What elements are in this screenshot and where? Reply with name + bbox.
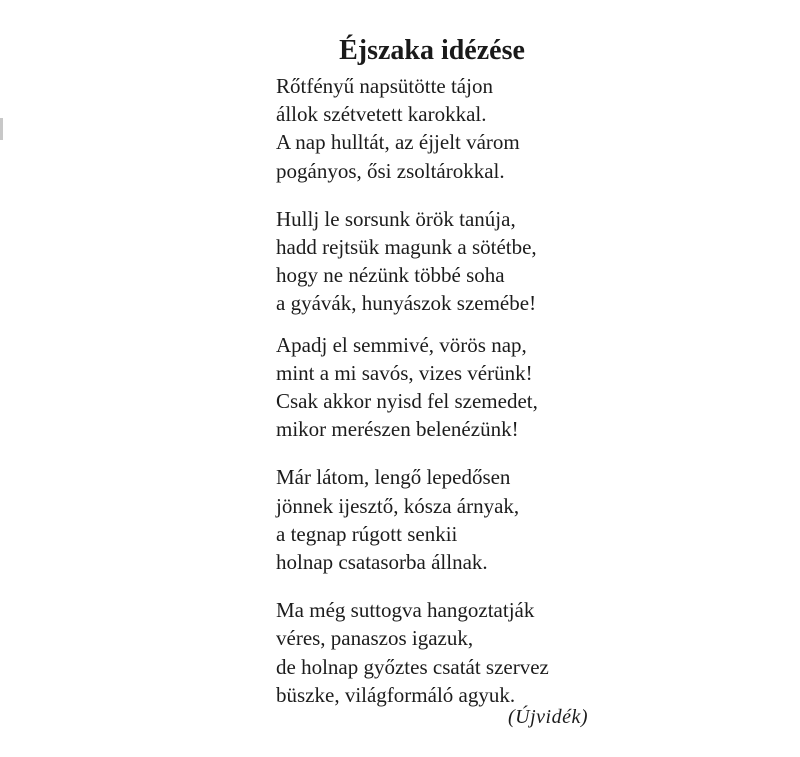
poem-line: Rőtfényű napsütötte tájon bbox=[276, 74, 493, 98]
scan-margin-mark bbox=[0, 118, 3, 140]
poem-title: Éjszaka idézése bbox=[339, 34, 525, 66]
poem-line: Ma még suttogva hangoztatják bbox=[276, 598, 535, 623]
poem-line: büszke, világformáló agyuk. bbox=[276, 682, 516, 707]
poem-line: véres, panaszos igazuk, bbox=[276, 626, 474, 651]
stanza-4 bbox=[276, 463, 656, 576]
stanza-3 bbox=[276, 331, 656, 444]
place-signature: (Újvidék) bbox=[508, 706, 589, 728]
poem-line: mikor merészen belenézünk! bbox=[276, 417, 519, 442]
poem-line: A nap hulltát, az éjjelt várom bbox=[276, 130, 520, 155]
poem-line: hogy ne nézünk többé soha bbox=[276, 263, 505, 288]
stanza-5 bbox=[276, 596, 656, 709]
poem-line: pogányos, ősi zsoltárokkal. bbox=[276, 158, 505, 183]
poem-line: holnap csatasorba állnak. bbox=[276, 550, 488, 575]
poem-line: mint a mi savós, vizes vérünk! bbox=[276, 360, 533, 385]
poem-line: a gyávák, hunyászok szemébe! bbox=[276, 291, 537, 316]
poem-line: Már látom, lengő lepedősen bbox=[276, 465, 511, 490]
poem-line: hadd rejtsük magunk a sötétbe, bbox=[276, 235, 537, 260]
poem-line: a tegnap rúgott senkii bbox=[276, 521, 458, 546]
poem-line: Apadj el semmivé, vörös nap, bbox=[276, 332, 527, 357]
poem-line: de holnap győztes csatát szervez bbox=[276, 654, 549, 679]
poem-line: állok szétvetett karokkal. bbox=[276, 102, 487, 127]
stanza-1 bbox=[276, 72, 656, 185]
stanza-2 bbox=[276, 205, 656, 318]
poem-line: jönnek ijesztő, kósza árnyak, bbox=[276, 493, 520, 518]
poem-line: Csak akkor nyisd fel szemedet, bbox=[276, 389, 538, 414]
poem-body bbox=[276, 72, 656, 709]
poem-line: Hullj le sorsunk örök tanúja, bbox=[276, 206, 516, 231]
